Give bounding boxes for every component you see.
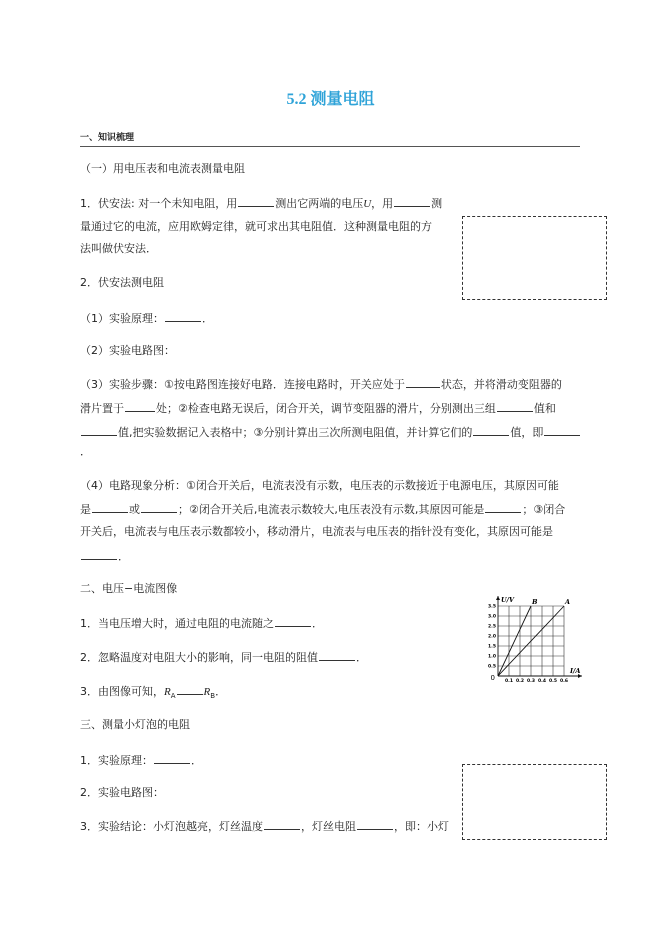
x-tick-label: 0.5 [549, 679, 557, 684]
answer-blank[interactable] [141, 501, 177, 513]
item-analysis-line2: 是 或 ；②闭合开关后,电流表示数较大,电压表没有示数,其原因可能是 ；③闭合 [80, 503, 566, 516]
y-tick-label: 3.0 [488, 614, 496, 620]
item-analysis-line3: 开关后，电流表与电压表示数都较小，移动滑片，电流表与电压表的指针没有变化，其原因可能是 [80, 525, 553, 538]
y-tick-label: 1.5 [488, 644, 496, 650]
answer-blank[interactable] [125, 400, 155, 412]
question-lamp-conclusion: 3．实验结论：小灯泡越亮，灯丝温度 ，灯丝电阻 ，即：小灯 [80, 820, 449, 833]
page-title: 5.2 测量电阻 [286, 91, 375, 108]
y-axis-label: U/V [501, 596, 515, 604]
paragraph-line: 法叫做伏安法． [80, 242, 157, 255]
part1-heading: （一）用电压表和电流表测量电阻 [80, 162, 245, 175]
part2-heading: 二、电压−电流图像 [80, 582, 178, 595]
item-circuit-diagram: （2）实验电路图： [80, 344, 175, 357]
x-tick-label: 0.3 [527, 679, 535, 684]
y-tick-label: 2.5 [488, 624, 496, 630]
item-analysis-line4: ． [80, 548, 129, 565]
answer-blank[interactable] [275, 615, 311, 627]
paragraph-voltammetry: 1．伏安法: 对一个未知电阻，用 测出它两端的电压U，用 测 [80, 197, 443, 210]
answer-blank[interactable] [473, 424, 509, 436]
dashed-answer-box [462, 216, 607, 300]
item-heading: 2．伏安法测电阻 [80, 276, 164, 289]
series-label-A: A [565, 598, 571, 606]
u-i-graph [478, 592, 588, 688]
answer-blank[interactable] [264, 818, 300, 830]
answer-blank[interactable] [544, 424, 580, 436]
question-lamp-circuit: 2．实验电路图： [80, 786, 164, 799]
series-label-B: B [532, 598, 538, 606]
question-resistance: 2．忽略温度对电阻大小的影响，同一电阻的阻值 ． [80, 651, 367, 664]
answer-blank[interactable] [92, 501, 128, 513]
question-lamp-principle: 1．实验原理： ． [80, 754, 202, 767]
answer-blank[interactable] [81, 424, 117, 436]
series-line-B [498, 606, 531, 676]
section-heading-knowledge: 一、知识梳理 [80, 130, 580, 147]
item-steps-line1: （3）实验步骤：①按电路图连接好电路．连接电路时，开关应处于 状态，并将滑动变阻器的 [80, 378, 562, 391]
y-tick-label: 1.0 [488, 654, 496, 660]
answer-blank[interactable] [154, 752, 190, 764]
x-tick-label: 0.6 [560, 679, 568, 684]
answer-blank[interactable] [406, 376, 440, 388]
answer-blank[interactable] [497, 400, 533, 412]
answer-blank[interactable] [319, 649, 355, 661]
period: ． [80, 445, 91, 458]
answer-blank[interactable] [165, 310, 201, 322]
y-tick-label: 0.5 [488, 664, 496, 670]
x-tick-label: 0.2 [516, 679, 524, 684]
item-steps-line2: 滑片置于 处；②检查电路无误后，闭合开关，调节变阻器的滑片，分别测出三组 值和 [80, 402, 556, 415]
answer-blank[interactable] [394, 195, 430, 207]
question-current-trend: 1．当电压增大时，通过电阻的电流随之 ． [80, 617, 323, 630]
item-principle: （1）实验原理： ． [80, 312, 213, 325]
question-compare: 3．由图像可知，$R_A$ $R_B$． [80, 685, 227, 701]
y-axis-arrow [496, 596, 500, 600]
x-axis-label: I/A [570, 667, 581, 675]
answer-blank[interactable] [177, 683, 203, 695]
answer-blank[interactable] [81, 548, 117, 560]
y-tick-label: 2.0 [488, 634, 496, 640]
part3-heading: 三、测量小灯泡的电阻 [80, 718, 190, 731]
item-steps-line3: 值,把实验数据记入表格中；③分别计算出三次所测电阻值，并计算它们的 值，即 [80, 424, 581, 441]
item-analysis-line1: （4）电路现象分析：①闭合开关后，电流表没有示数，电压表的示数接近于电源电压，其原因可能 [80, 479, 559, 492]
x-tick-label: 0.1 [505, 679, 513, 684]
y-tick-label: 3.5 [488, 604, 496, 610]
origin-label: 0 [490, 674, 495, 682]
answer-blank[interactable] [485, 501, 521, 513]
dashed-answer-box [462, 764, 607, 840]
answer-blank[interactable] [238, 195, 274, 207]
answer-blank[interactable] [357, 818, 393, 830]
paragraph-line: 量通过它的电流，应用欧姆定律，就可求出其电阻值．这种测量电阻的方 [80, 220, 432, 233]
x-tick-label: 0.4 [538, 679, 546, 684]
